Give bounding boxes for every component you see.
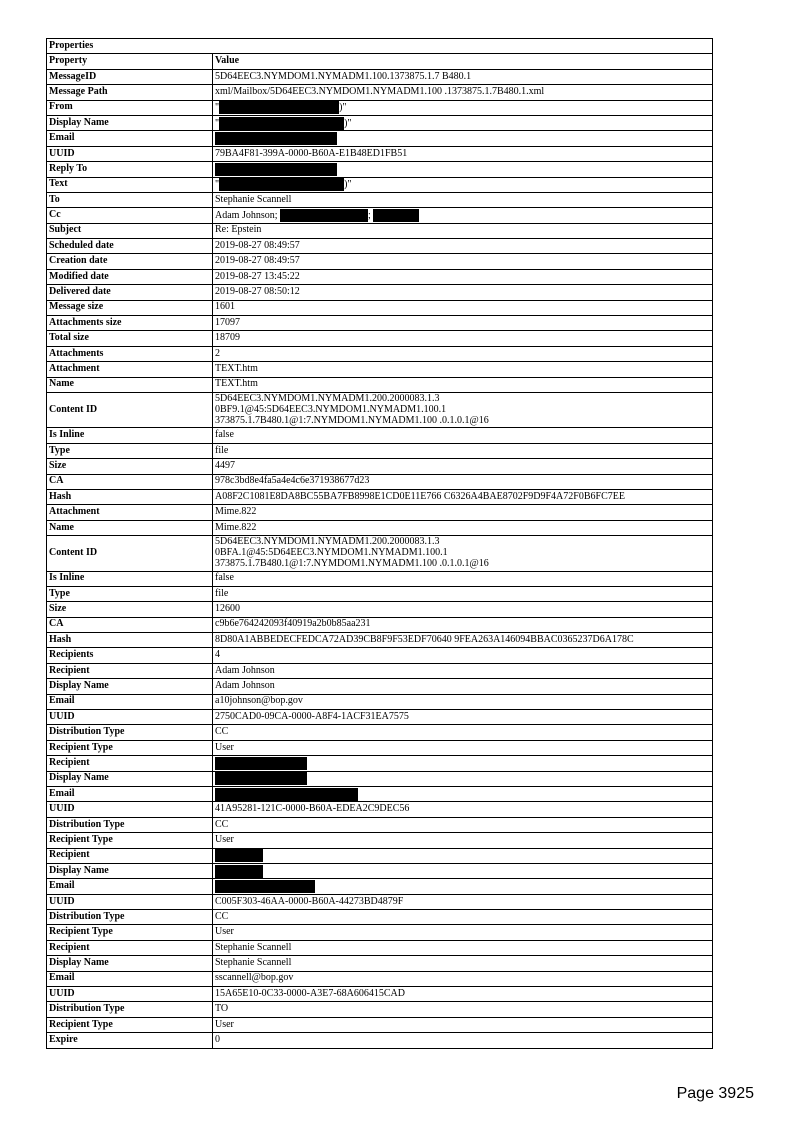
value-text: 79BA4F81-399A-0000-B60A-E1B48ED1FB51 (215, 147, 408, 159)
property-name: Subject (47, 223, 213, 238)
table-row (47, 100, 713, 115)
value-line: 373875.1.7B480.1@1:7.NYMDOM1.NYMADM1.100 .0.1.0.1@16 (215, 414, 489, 426)
value-text: TEXT.htm (215, 363, 258, 374)
value-text: c9b6e764242093f40919a2b0b85aa231 (215, 618, 371, 630)
property-value (213, 786, 713, 801)
value-line: 0BFA.1@45:5D64EEC3.NYMDOM1.NYMADM1.100.1 (215, 546, 448, 558)
property-name: MessageID (47, 69, 213, 84)
header-property: Property (47, 54, 213, 69)
table-row (47, 285, 713, 300)
property-name: CA (47, 474, 213, 489)
table-title: Properties (47, 39, 713, 54)
value-text: CC (215, 726, 229, 738)
table-row (47, 971, 713, 986)
table-row (47, 505, 713, 520)
property-value (213, 971, 713, 986)
table-row (47, 536, 713, 571)
property-name: Recipient Type (47, 740, 213, 755)
table-row (47, 786, 713, 801)
value-line: 5D64EEC3.NYMDOM1.NYMADM1.200.2000083.1.3 (215, 536, 440, 548)
value-text: sscannell@bop.gov (215, 972, 294, 984)
property-name: Text (47, 177, 213, 192)
table-row (47, 300, 713, 315)
table-row (47, 617, 713, 632)
value-text: ; (368, 209, 371, 221)
table-row (47, 1002, 713, 1017)
property-value (213, 956, 713, 971)
table-row (47, 489, 713, 504)
property-value (213, 987, 713, 1002)
property-value (213, 910, 713, 925)
property-name: Creation date (47, 254, 213, 269)
value-line: 5D64EEC3.NYMDOM1.NYMADM1.200.2000083.1.3 (215, 392, 440, 404)
table-row (47, 362, 713, 377)
redaction-bar (219, 117, 344, 130)
property-value (213, 362, 713, 377)
property-value (213, 300, 713, 315)
property-value (213, 679, 713, 694)
table-row (47, 571, 713, 586)
property-name: Reply To (47, 162, 213, 177)
property-value (213, 756, 713, 771)
table-row (47, 177, 713, 192)
property-name: Name (47, 377, 213, 392)
table-row (47, 162, 713, 177)
table-row (47, 474, 713, 489)
property-name: Display Name (47, 115, 213, 130)
property-name: Distribution Type (47, 817, 213, 832)
table-row (47, 1033, 713, 1048)
table-row (47, 316, 713, 331)
property-name: Distribution Type (47, 725, 213, 740)
value-text: User (215, 926, 234, 938)
property-value (213, 648, 713, 663)
table-row (47, 192, 713, 207)
value-text: )" (344, 117, 352, 129)
redaction-bar (215, 757, 307, 770)
table-row (47, 254, 713, 269)
property-value (213, 285, 713, 300)
value-text: A08F2C1081E8DA8BC55BA7FB8998E1CD0E11E766 C6326A4BAE8702F9D9F4A72F0B6FC7EE (215, 490, 625, 502)
value-text: file (215, 587, 229, 599)
property-value (213, 428, 713, 443)
value-text: Adam Johnson (215, 680, 275, 692)
property-value (213, 69, 713, 84)
property-name: From (47, 100, 213, 115)
value-text: " (215, 117, 220, 129)
property-value (213, 443, 713, 458)
property-value (213, 633, 713, 648)
property-value (213, 725, 713, 740)
value-text: TEXT.htm (215, 378, 258, 390)
property-value (213, 346, 713, 361)
property-name: Email (47, 971, 213, 986)
property-value (213, 771, 713, 786)
table-row (47, 633, 713, 648)
table-row (47, 771, 713, 786)
value-text: 17097 (215, 316, 240, 328)
redaction-bar (215, 772, 307, 785)
property-name: Display Name (47, 771, 213, 786)
header-value: Value (213, 54, 713, 69)
property-value (213, 925, 713, 940)
redaction-bar (215, 163, 337, 176)
table-row (47, 346, 713, 361)
value-text: 2019-08-27 08:50:12 (215, 286, 300, 298)
value-text: CC (215, 818, 229, 830)
table-row (47, 331, 713, 346)
table-row (47, 223, 713, 238)
table-row (47, 377, 713, 392)
property-name: Distribution Type (47, 1002, 213, 1017)
property-value (213, 894, 713, 909)
table-row (47, 817, 713, 832)
table-row (47, 833, 713, 848)
redaction-bar (215, 880, 315, 893)
property-name: Delivered date (47, 285, 213, 300)
property-name: UUID (47, 710, 213, 725)
property-name: Content ID (47, 536, 213, 571)
value-text: Mime.822 (215, 521, 257, 533)
value-text: 15A65E10-0C33-0000-A3E7-68A606415CAD (215, 987, 405, 999)
property-value (213, 489, 713, 504)
property-value (213, 1033, 713, 1048)
property-value (213, 1017, 713, 1032)
property-name: Display Name (47, 863, 213, 878)
value-text: User (215, 833, 234, 845)
value-text: )" (339, 102, 347, 114)
table-row (47, 648, 713, 663)
property-name: Type (47, 443, 213, 458)
value-text: 2019-08-27 13:45:22 (215, 270, 300, 282)
value-text: Adam Johnson (215, 664, 275, 676)
value-text: 8D80A1ABBEDECFEDCA72AD39CB8F9F53EDF70640 9FEA263A146094BBAC0365237D6A178C (215, 633, 634, 645)
table-row (47, 269, 713, 284)
property-value (213, 694, 713, 709)
property-value (213, 85, 713, 100)
property-value (213, 131, 713, 146)
property-value (213, 848, 713, 863)
redaction-bar (219, 178, 344, 191)
property-name: Email (47, 131, 213, 146)
table-row (47, 131, 713, 146)
property-name: To (47, 192, 213, 207)
property-value (213, 1002, 713, 1017)
property-name: UUID (47, 987, 213, 1002)
property-name: Attachments size (47, 316, 213, 331)
property-name: Email (47, 786, 213, 801)
table-row (47, 679, 713, 694)
property-name: Display Name (47, 679, 213, 694)
value-text: 1601 (215, 301, 235, 313)
property-value (213, 459, 713, 474)
value-text: a10johnson@bop.gov (215, 695, 303, 707)
value-text: Adam Johnson; (215, 209, 278, 221)
property-value (213, 474, 713, 489)
property-name: Cc (47, 208, 213, 223)
property-value (213, 146, 713, 161)
table-row (47, 85, 713, 100)
table-row (47, 602, 713, 617)
table-row (47, 848, 713, 863)
table-row (47, 663, 713, 678)
table-row (47, 987, 713, 1002)
property-name: Recipient Type (47, 1017, 213, 1032)
property-name: Recipients (47, 648, 213, 663)
value-line: 373875.1.7B480.1@1:7.NYMDOM1.NYMADM1.100 .0.1.0.1@16 (215, 557, 489, 569)
property-name: Hash (47, 489, 213, 504)
value-text: 2019-08-27 08:49:57 (215, 239, 300, 251)
table-row (47, 940, 713, 955)
property-name: Content ID (47, 392, 213, 427)
property-name: Scheduled date (47, 239, 213, 254)
value-text: " (215, 179, 220, 190)
property-name: Is Inline (47, 571, 213, 586)
table-row (47, 208, 713, 223)
property-value (213, 833, 713, 848)
property-name: Attachment (47, 362, 213, 377)
property-name: Type (47, 586, 213, 601)
value-text: Mime.822 (215, 506, 257, 518)
property-value (213, 392, 713, 427)
property-name: Message Path (47, 85, 213, 100)
property-name: Distribution Type (47, 910, 213, 925)
table-row (47, 239, 713, 254)
property-value (213, 115, 713, 130)
property-value (213, 863, 713, 878)
property-value (213, 208, 713, 223)
table-row (47, 910, 713, 925)
property-value (213, 331, 713, 346)
value-text: C005F303-46AA-0000-B60A-44273BD4879F (215, 895, 404, 907)
table-row (47, 115, 713, 130)
table-row (47, 879, 713, 894)
property-value (213, 177, 713, 192)
property-value (213, 505, 713, 520)
page-number: Page 3925 (676, 1085, 754, 1102)
property-value (213, 536, 713, 571)
redaction-bar (280, 209, 368, 222)
property-name: CA (47, 617, 213, 632)
property-name: UUID (47, 146, 213, 161)
table-row (47, 146, 713, 161)
value-text: 41A95281-121C-0000-B60A-EDEA2C9DEC56 (215, 803, 410, 815)
property-value (213, 100, 713, 115)
property-name: Recipient Type (47, 833, 213, 848)
property-name: Recipient (47, 848, 213, 863)
value-text: 2 (215, 347, 220, 359)
value-text: 978c3bd8e4fa5a4e4c6e371938677d23 (215, 475, 370, 487)
value-text: CC (215, 910, 229, 922)
table-row (47, 443, 713, 458)
value-text: 2750CAD0-09CA-0000-A8F4-1ACF31EA7575 (215, 710, 409, 722)
property-value (213, 602, 713, 617)
redaction-bar (215, 132, 337, 145)
value-text: )" (344, 179, 352, 190)
value-text: Stephanie Scannell (215, 193, 292, 205)
table-row (47, 586, 713, 601)
property-value (213, 316, 713, 331)
value-text: false (215, 572, 234, 584)
table-row (47, 925, 713, 940)
property-value (213, 802, 713, 817)
property-value (213, 617, 713, 632)
property-value (213, 520, 713, 535)
table-row (47, 520, 713, 535)
value-text: User (215, 741, 234, 753)
property-name: Is Inline (47, 428, 213, 443)
redaction-bar (373, 209, 419, 222)
table-row (47, 725, 713, 740)
redaction-bar (215, 865, 263, 878)
property-value (213, 586, 713, 601)
table-row (47, 802, 713, 817)
table-row (47, 459, 713, 474)
table-row (47, 69, 713, 84)
value-text: Stephanie Scannell (215, 941, 292, 953)
value-text: xml/Mailbox/5D64EEC3.NYMDOM1.NYMADM1.100 .1373875.1.7B480.1.xml (215, 85, 545, 97)
table-title-row (47, 39, 713, 54)
property-name: Recipient (47, 940, 213, 955)
property-value (213, 879, 713, 894)
property-value (213, 239, 713, 254)
property-name: Attachment (47, 505, 213, 520)
property-value (213, 162, 713, 177)
value-text: 4497 (215, 459, 235, 471)
table-row (47, 710, 713, 725)
value-text: Stephanie Scannell (215, 957, 292, 969)
value-text: 5D64EEC3.NYMDOM1.NYMADM1.100.1373875.1.7 B480.1 (215, 70, 472, 82)
table-row (47, 694, 713, 709)
property-value (213, 269, 713, 284)
property-value (213, 817, 713, 832)
property-name: Email (47, 694, 213, 709)
property-name: Display Name (47, 956, 213, 971)
property-name: Attachments (47, 346, 213, 361)
property-name: UUID (47, 802, 213, 817)
property-value (213, 223, 713, 238)
redaction-bar (215, 849, 263, 862)
value-text: 2019-08-27 08:49:57 (215, 255, 300, 267)
value-text: 4 (215, 649, 220, 661)
property-value (213, 740, 713, 755)
table-row (47, 428, 713, 443)
property-value (213, 192, 713, 207)
table-row (47, 392, 713, 427)
property-value (213, 377, 713, 392)
property-value (213, 571, 713, 586)
redaction-bar (215, 788, 358, 801)
property-name: UUID (47, 894, 213, 909)
table-row (47, 956, 713, 971)
table-row (47, 740, 713, 755)
redaction-bar (219, 101, 339, 114)
property-name: Message size (47, 300, 213, 315)
value-text: 0 (215, 1034, 220, 1046)
property-name: Size (47, 602, 213, 617)
property-value (213, 940, 713, 955)
value-text: Re: Epstein (215, 224, 262, 236)
property-name: Name (47, 520, 213, 535)
property-name: Email (47, 879, 213, 894)
table-row (47, 756, 713, 771)
table-row (47, 894, 713, 909)
value-text: " (215, 102, 220, 114)
value-text: TO (215, 1003, 229, 1015)
property-value (213, 710, 713, 725)
value-text: file (215, 444, 229, 456)
property-name: Expire (47, 1033, 213, 1048)
property-name: Modified date (47, 269, 213, 284)
value-text: User (215, 1018, 234, 1030)
value-text: 18709 (215, 332, 240, 344)
table-row (47, 863, 713, 878)
table-row (47, 1017, 713, 1032)
property-name: Total size (47, 331, 213, 346)
value-line: 0BF9.1@45:5D64EEC3.NYMDOM1.NYMADM1.100.1 (215, 403, 447, 415)
value-text: 12600 (215, 603, 240, 615)
property-name: Recipient Type (47, 925, 213, 940)
value-text: false (215, 429, 234, 441)
property-value (213, 254, 713, 269)
property-name: Recipient (47, 756, 213, 771)
property-name: Recipient (47, 663, 213, 678)
properties-table (46, 38, 713, 1049)
property-value (213, 663, 713, 678)
table-header-row (47, 54, 713, 69)
property-name: Size (47, 459, 213, 474)
property-name: Hash (47, 633, 213, 648)
